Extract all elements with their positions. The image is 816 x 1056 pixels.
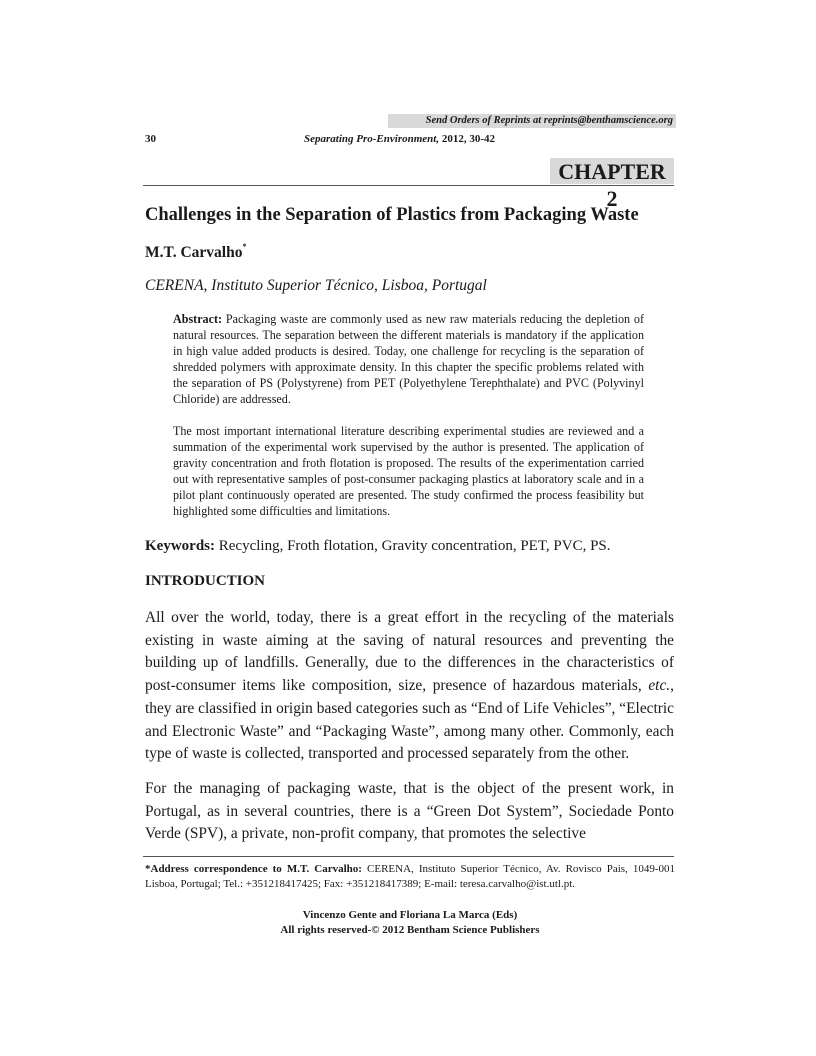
editors-line: Vincenzo Gente and Floriana La Marca (Eds) [302,909,518,921]
journal-citation [304,133,495,145]
credits [145,908,675,938]
keywords-text: Recycling, Froth flotation, Gravity concentration, PET, PVC, PS. [215,538,611,554]
reprint-notice: Send Orders of Reprints at reprints@benthamscience.org [388,114,676,128]
footnote-label: *Address correspondence to M.T. Carvalho: [145,863,362,875]
journal-title: Separating Pro-Environment, [304,133,440,145]
intro-text-1b: , they are classified in origin based categories such as “End of Life Vehicles”, “Electric and Electronic Waste” and “Packaging Waste”, among many other. Commonly, each type of waste is collected, transported and processed separately from the other. [145,677,674,763]
author-mark: * [242,242,247,251]
page-number: 30 [145,133,156,145]
chapter-label: CHAPTER 2 [550,158,674,184]
intro-paragraph-2: For the managing of packaging waste, that is the object of the present work, in Portugal, as in several countries, there is a “Green Dot System”, Sociedade Ponto Verde (SPV), a private, non-profit company, that promotes the selective [145,780,674,843]
article-title: Challenges in the Separation of Plastics from Packaging Waste [145,205,639,225]
abstract-label: Abstract: [173,312,223,326]
abstract [173,311,644,535]
author-affiliation: CERENA, Instituto Superior Técnico, Lisboa, Portugal [145,277,487,294]
footnote-rule [143,856,674,857]
author-line [145,244,246,262]
copyright-line: All rights reserved-© 2012 Bentham Science Publishers [280,924,540,936]
abstract-text-1: Packaging waste are commonly used as new raw materials reducing the depletion of natural resources. The separation between the different materials is mandatory if the application in high value added products is desired. Today, one challenge for recycling is the separation of shredded polymers with approximate density. In this chapter the specific problems related with the separation of PS (Polystyrene) from PET (Polyethylene Terephthalate) and PVC (Polyvinyl Chloride) are addressed. [173,312,644,406]
footnote-text: CERENA, Instituto Superior Técnico, Av. Rovisco Pais, 1049-001 Lisboa, Portugal; Tel.: +351218417425; Fax: +351218417389; E-mail: teresa.carvalho@ist.utl.pt. [145,863,676,890]
abstract-paragraph-1 [173,311,644,407]
footnote [145,862,675,892]
author-name: M.T. Carvalho [145,244,243,261]
intro-text-etc: etc. [648,677,671,695]
keywords [145,538,611,555]
journal-details: 2012, 30-42 [439,133,495,145]
abstract-paragraph-2: The most important international literature describing experimental studies are reviewed and a summation of the experimental work supervised by the author is presented. The application of gravity concentration and froth flotation is proposed. The results of the experimentation carried out with representative samples of post-consumer packaging plastics at laboratory scale and in a pilot plant continuously operated are presented. The study confirmed the process feasibility but highlighted some difficulties and limitations. [173,424,644,518]
header-rule [143,185,674,186]
keywords-label: Keywords: [145,538,215,554]
intro-paragraph-1 [145,607,674,766]
intro-text-1a: All over the world, today, there is a great effort in the recycling of the materials existing in waste aiming at the saving of natural resources and preventing the building up of landfills. Generally, due to the differences in the characteristics of post-consumer items like composition, size, presence of hazardous materials, [145,609,674,695]
section-heading: INTRODUCTION [145,573,266,589]
